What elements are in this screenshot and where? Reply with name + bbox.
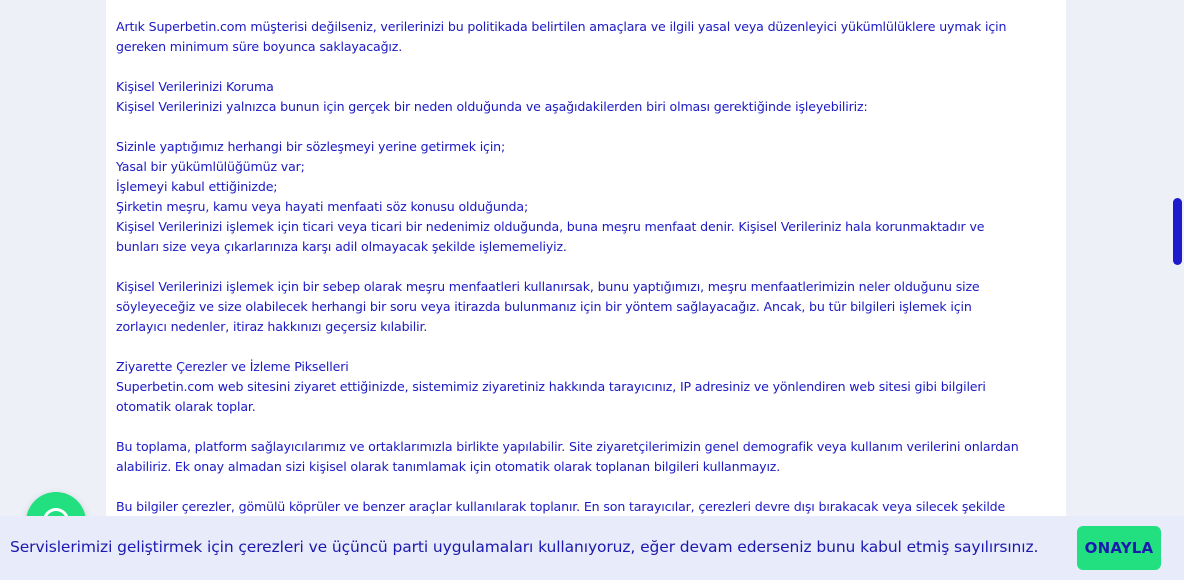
- policy-line: Artık Superbetin.com müşterisi değilseniz, verilerinizi bu politikada belirtilen amaçlara ve ilgili yasal veya düzenleyici yükümlülüklere uymak için: [116, 19, 1007, 34]
- paragraph-gap: [116, 117, 1061, 137]
- cookie-consent-text: Servislerimizi geliştirmek için çerezleri ve üçüncü parti uygulamaları kullanıyoruz, eğer devam ederseniz bunu kabul etmiş sayılırsınız.: [10, 538, 1039, 556]
- paragraph-gap: [116, 337, 1061, 357]
- policy-line: Superbetin.com web sitesini ziyaret ettiğinizde, sistemimiz ziyaretiniz hakkında tarayıcınız, IP adresiniz ve yönlendiren web sitesi gibi bilgileri: [116, 379, 986, 394]
- policy-line: otomatik olarak toplar.: [116, 399, 256, 414]
- policy-line: söyleyeceğiz ve size olabilecek herhangi bir soru veya itirazda bulunmanız için bir yöntem sağlayacağız. Ancak, bu tür bilgileri işlemek için: [116, 299, 972, 314]
- list-item: Yasal bir yükümlülüğümüz var;: [116, 159, 305, 174]
- policy-line: Kişisel Verilerinizi işlemek için ticari veya ticari bir nedenimiz olduğunda, buna meşru menfaat denir. Kişisel Verileriniz hala korunmaktadır ve: [116, 219, 985, 234]
- accept-cookies-button[interactable]: ONAYLA: [1077, 526, 1161, 570]
- paragraph-gap: [116, 417, 1061, 437]
- policy-line: Kişisel Verilerinizi yalnızca bunun için gerçek bir neden olduğunda ve aşağıdakilerden biri olması gerektiğinde işleyebiliriz:: [116, 99, 868, 114]
- list-item: Şirketin meşru, kamu veya hayati menfaati söz konusu olduğunda;: [116, 199, 529, 214]
- paragraph-gap: [116, 57, 1061, 77]
- section-heading: Ziyarette Çerezler ve İzleme Pikselleri: [116, 359, 349, 374]
- scrollbar-thumb[interactable]: [1173, 198, 1182, 265]
- cookie-consent-bar: [0, 516, 1184, 580]
- list-item: Sizinle yaptığımız herhangi bir sözleşmeyi yerine getirmek için;: [116, 139, 506, 154]
- policy-text: [116, 17, 1061, 517]
- list-item: İşlemeyi kabul ettiğinizde;: [116, 179, 278, 194]
- policy-line: Bu bilgiler çerezler, gömülü köprüler ve benzer araçlar kullanılarak toplanır. En son tarayıcılar, çerezleri devre dışı bırakacak veya silecek şekilde: [116, 499, 1006, 514]
- paragraph-gap: [116, 257, 1061, 277]
- paragraph-gap: [116, 477, 1061, 497]
- policy-line: gereken minimum süre boyunca saklayacağız.: [116, 39, 403, 54]
- policy-line: Kişisel Verilerinizi işlemek için bir sebep olarak meşru menfaatleri kullanırsak, bunu yaptığımızı, meşru menfaatlerimizin neler olduğunu size: [116, 279, 980, 294]
- policy-line: bunları size veya çıkarlarınıza karşı adil olmayacak şekilde işlememeliyiz.: [116, 239, 567, 254]
- policy-line: Bu toplama, platform sağlayıcılarımız ve ortaklarımızla birlikte yapılabilir. Site ziyaretçilerimizin genel demografik veya kullanım verilerini onlardan: [116, 439, 1019, 454]
- section-heading: Kişisel Verilerinizi Koruma: [116, 79, 274, 94]
- policy-content-panel: [106, 0, 1066, 580]
- policy-line: alabiliriz. Ek onay almadan sizi kişisel olarak tanımlamak için otomatik olarak toplanan bilgileri kullanmayız.: [116, 459, 781, 474]
- policy-line: zorlayıcı nedenler, itiraz hakkınızı geçersiz kılabilir.: [116, 319, 428, 334]
